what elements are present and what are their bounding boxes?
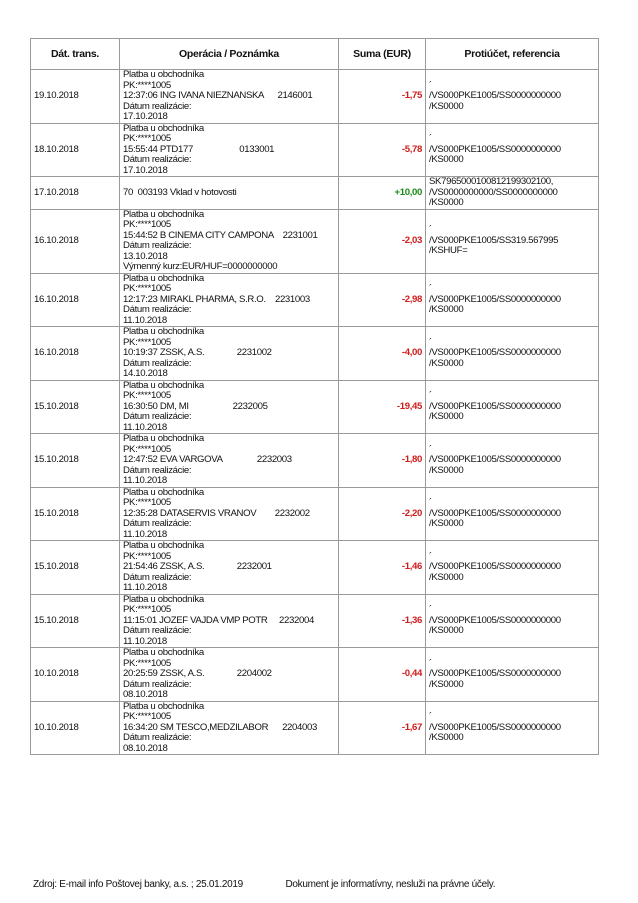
reference-line: ´ <box>429 550 432 562</box>
operation-line: Dátum realizácie: <box>123 100 192 112</box>
transaction-amount: -2,20 <box>339 487 426 541</box>
transaction-operation <box>120 380 339 434</box>
transaction-operation <box>120 434 339 488</box>
reference-line: ´ <box>429 443 432 455</box>
operation-line: 11.10.2018 <box>123 421 167 433</box>
operation-line: PK:****1005 <box>123 604 171 615</box>
footer-disclaimer: Dokument je informatívny, nesluži na právne účely. <box>285 879 496 890</box>
table-row <box>31 327 599 381</box>
table-row <box>31 594 599 648</box>
header-date: Dát. trans. <box>31 39 120 70</box>
transaction-date: 10.10.2018 <box>31 701 120 755</box>
reference-line: ´ <box>429 283 432 294</box>
reference-line: /KS0000 <box>429 411 464 422</box>
reference-line: SK7965000100812199302100, <box>429 176 554 187</box>
operation-line: Platba u obchodníka <box>123 272 204 284</box>
transaction-date: 10.10.2018 <box>31 648 120 702</box>
table-row <box>31 70 599 124</box>
transaction-amount: -19,45 <box>339 380 426 434</box>
reference-line: /KS0000 <box>429 571 464 583</box>
table-row <box>31 273 599 327</box>
reference-line: ´ <box>429 711 432 722</box>
transaction-date: 16.10.2018 <box>31 273 120 327</box>
reference-line: /VS0000000000/SS0000000000 <box>429 186 558 198</box>
operation-line: PK:****1005 <box>123 336 171 348</box>
transaction-amount: -2,98 <box>339 273 426 327</box>
operation-line: Platba u obchodníka <box>123 379 204 391</box>
operation-line: 12:37:06 ING IVANA NIEZNANSKA 2146001 <box>123 90 313 101</box>
operation-line: Výmenný kurz:EUR/HUF=0000000000 <box>123 261 278 272</box>
operation-line: PK:****1005 <box>123 657 171 669</box>
operation-line: 12:17:23 MIRAKL PHARMA, S.R.O. 2231003 <box>123 293 310 305</box>
operation-line: Dátum realizácie: <box>123 678 192 690</box>
transaction-date: 15.10.2018 <box>31 594 120 648</box>
operation-line: Platba u obchodníka <box>123 540 204 551</box>
transaction-operation <box>120 487 339 541</box>
reference-line: /KS0000 <box>429 197 464 208</box>
transaction-amount: -5,78 <box>339 123 426 177</box>
operation-line: 11.10.2018 <box>123 314 167 326</box>
operation-line: 14.10.2018 <box>123 368 168 379</box>
transaction-date: 15.10.2018 <box>31 487 120 541</box>
table-row <box>31 648 599 702</box>
reference-line: ´ <box>429 79 432 91</box>
transaction-amount: -4,00 <box>339 327 426 381</box>
transaction-amount: +10,00 <box>339 177 426 210</box>
transactions-body <box>31 70 599 755</box>
transaction-reference <box>426 541 599 595</box>
transaction-reference <box>426 701 599 755</box>
transaction-date: 15.10.2018 <box>31 434 120 488</box>
reference-line: /KS0000 <box>429 678 464 690</box>
operation-line: Platba u obchodníka <box>123 122 204 134</box>
operation-line: 11.10.2018 <box>123 475 167 486</box>
transaction-reference <box>426 380 599 434</box>
operation-line: Dátum realizácie: <box>123 571 192 583</box>
transaction-amount: -1,67 <box>339 701 426 755</box>
reference-line: ´ <box>429 390 432 401</box>
table-header-row <box>31 39 599 70</box>
transaction-date: 16.10.2018 <box>31 327 120 381</box>
reference-line: ´ <box>429 336 432 348</box>
reference-line: /KS0000 <box>429 464 464 476</box>
reference-line: /VS000PKE1005/SS0000000000 <box>429 347 561 358</box>
reference-line: /KS0000 <box>429 625 464 636</box>
transaction-amount: -0,44 <box>339 648 426 702</box>
reference-line: /VS000PKE1005/SS0000000000 <box>429 454 561 465</box>
transaction-reference <box>426 594 599 648</box>
transaction-date: 19.10.2018 <box>31 70 120 124</box>
reference-line: /VS000PKE1005/SS0000000000 <box>429 721 561 733</box>
transaction-amount: -1,36 <box>339 594 426 648</box>
operation-line: 08.10.2018 <box>123 742 168 754</box>
operation-line: 16:34:20 SM TESCO,MEDZILABOR 2204003 <box>123 721 317 733</box>
operation-line: PK:****1005 <box>123 79 171 91</box>
table-row <box>31 380 599 434</box>
operation-line: 16:30:50 DM, MI 2232005 <box>123 400 268 412</box>
transaction-date: 15.10.2018 <box>31 380 120 434</box>
footer-source: Zdroj: E-mail info Poštovej banky, a.s. ; 25.01.2019 <box>33 879 243 890</box>
operation-line: Dátum realizácie: <box>123 411 192 422</box>
reference-line: ´ <box>429 133 432 144</box>
operation-line: Platba u obchodníka <box>123 593 204 605</box>
operation-line: Platba u obchodníka <box>123 647 204 658</box>
transaction-operation <box>120 273 339 327</box>
transaction-operation <box>120 327 339 381</box>
reference-line: /KS0000 <box>429 732 464 743</box>
operation-line: 20:25:59 ZSSK, A.S. 2204002 <box>123 668 272 679</box>
reference-line: /KS0000 <box>429 100 464 112</box>
operation-line: PK:****1005 <box>123 283 171 294</box>
reference-line: /VS000PKE1005/SS0000000000 <box>429 614 561 626</box>
table-row <box>31 209 599 273</box>
transaction-reference <box>426 648 599 702</box>
operation-line: 11.10.2018 <box>123 635 167 647</box>
operation-line: Platba u obchodníka <box>123 433 204 444</box>
reference-line: /KS0000 <box>429 154 464 165</box>
transaction-reference <box>426 70 599 124</box>
operation-line: 17.10.2018 <box>123 111 168 122</box>
reference-line: ´ <box>429 604 432 615</box>
transaction-date: 15.10.2018 <box>31 541 120 595</box>
operation-line: 11.10.2018 <box>123 528 167 540</box>
operation-line: PK:****1005 <box>123 550 171 562</box>
transaction-reference <box>426 327 599 381</box>
transaction-reference <box>426 273 599 327</box>
header-amount: Suma (EUR) <box>339 39 426 70</box>
operation-line: PK:****1005 <box>123 711 171 722</box>
operation-line: Dátum realizácie: <box>123 240 192 251</box>
reference-line: /VS000PKE1005/SS0000000000 <box>429 293 561 305</box>
header-counter-account: Protiúčet, referencia <box>426 39 599 70</box>
operation-line: 12:47:52 EVA VARGOVA 2232003 <box>123 454 292 465</box>
operation-line: Dátum realizácie: <box>123 304 192 315</box>
transaction-operation <box>120 541 339 595</box>
reference-line: /KS0000 <box>429 357 464 369</box>
table-row <box>31 434 599 488</box>
operation-line: Dátum realizácie: <box>123 464 192 476</box>
transaction-reference <box>426 487 599 541</box>
reference-line: /VS000PKE1005/SS0000000000 <box>429 668 561 679</box>
operation-line: 12:35:28 DATASERVIS VRANOV 2232002 <box>123 507 310 519</box>
operation-line: PK:****1005 <box>123 219 171 230</box>
reference-line: /VS000PKE1005/SS319.567995 <box>429 234 559 246</box>
transaction-operation <box>120 123 339 177</box>
operation-line: Dátum realizácie: <box>123 154 192 165</box>
operation-line: Platba u obchodníka <box>123 326 204 337</box>
reference-line: /KSHUF= <box>429 245 468 257</box>
table-row <box>31 123 599 177</box>
operation-line: 10:19:37 ZSSK, A.S. 2231002 <box>123 347 272 358</box>
reference-line: /VS000PKE1005/SS0000000000 <box>429 90 561 101</box>
operation-line: 21:54:46 ZSSK, A.S. 2232001 <box>123 561 272 572</box>
header-operation: Operácia / Poznámka <box>120 39 339 70</box>
transaction-reference <box>426 209 599 273</box>
operation-line: 15:44:52 B CINEMA CITY CAMPONA 2231001 <box>123 229 318 241</box>
operation-line: Platba u obchodníka <box>123 700 204 712</box>
table-row <box>31 541 599 595</box>
transaction-amount: -1,46 <box>339 541 426 595</box>
operation-line: Platba u obchodníka <box>123 69 204 80</box>
reference-line: /VS000PKE1005/SS0000000000 <box>429 143 561 155</box>
transaction-operation <box>120 594 339 648</box>
operation-line: PK:****1005 <box>123 443 171 455</box>
transaction-date: 16.10.2018 <box>31 209 120 273</box>
transactions-table <box>30 38 599 755</box>
reference-line: ´ <box>429 497 432 508</box>
reference-line: /KS0000 <box>429 518 464 529</box>
operation-line: 17.10.2018 <box>123 164 168 176</box>
transaction-date: 18.10.2018 <box>31 123 120 177</box>
operation-line: 15:55:44 PTD177 0133001 <box>123 143 275 155</box>
operation-line: 08.10.2018 <box>123 689 168 700</box>
transaction-reference <box>426 434 599 488</box>
reference-line: /KS0000 <box>429 304 464 315</box>
table-row <box>31 177 599 210</box>
operation-line: 11.10.2018 <box>123 582 167 593</box>
operation-line: Dátum realizácie: <box>123 357 192 369</box>
footer <box>33 879 495 890</box>
operation-line: Platba u obchodníka <box>123 486 204 498</box>
operation-line: 70 003193 Vklad v hotovosti <box>123 186 237 198</box>
transaction-operation <box>120 209 339 273</box>
operation-line: PK:****1005 <box>123 133 171 144</box>
operation-line: 13.10.2018 <box>123 250 168 262</box>
reference-line: ´ <box>429 657 432 669</box>
operation-line: PK:****1005 <box>123 497 171 508</box>
transaction-operation <box>120 177 339 210</box>
transaction-amount: -1,75 <box>339 70 426 124</box>
reference-line: ´ <box>429 224 432 236</box>
operation-line: PK:****1005 <box>123 390 171 401</box>
transaction-amount: -2,03 <box>339 209 426 273</box>
transaction-date: 17.10.2018 <box>31 177 120 210</box>
operation-line: 11:15:01 JOZEF VAJDA VMP POTR 2232004 <box>123 614 314 626</box>
operation-line: Dátum realizácie: <box>123 732 192 743</box>
operation-line: Dátum realizácie: <box>123 518 192 529</box>
table-row <box>31 701 599 755</box>
reference-line: /VS000PKE1005/SS0000000000 <box>429 400 561 412</box>
reference-line: /VS000PKE1005/SS0000000000 <box>429 507 561 519</box>
operation-line: Dátum realizácie: <box>123 625 192 636</box>
reference-line: /VS000PKE1005/SS0000000000 <box>429 561 561 572</box>
transaction-operation <box>120 648 339 702</box>
transaction-reference <box>426 177 599 210</box>
operation-line: Platba u obchodníka <box>123 208 204 220</box>
transaction-operation <box>120 70 339 124</box>
transaction-reference <box>426 123 599 177</box>
transaction-amount: -1,80 <box>339 434 426 488</box>
transaction-operation <box>120 701 339 755</box>
table-row <box>31 487 599 541</box>
